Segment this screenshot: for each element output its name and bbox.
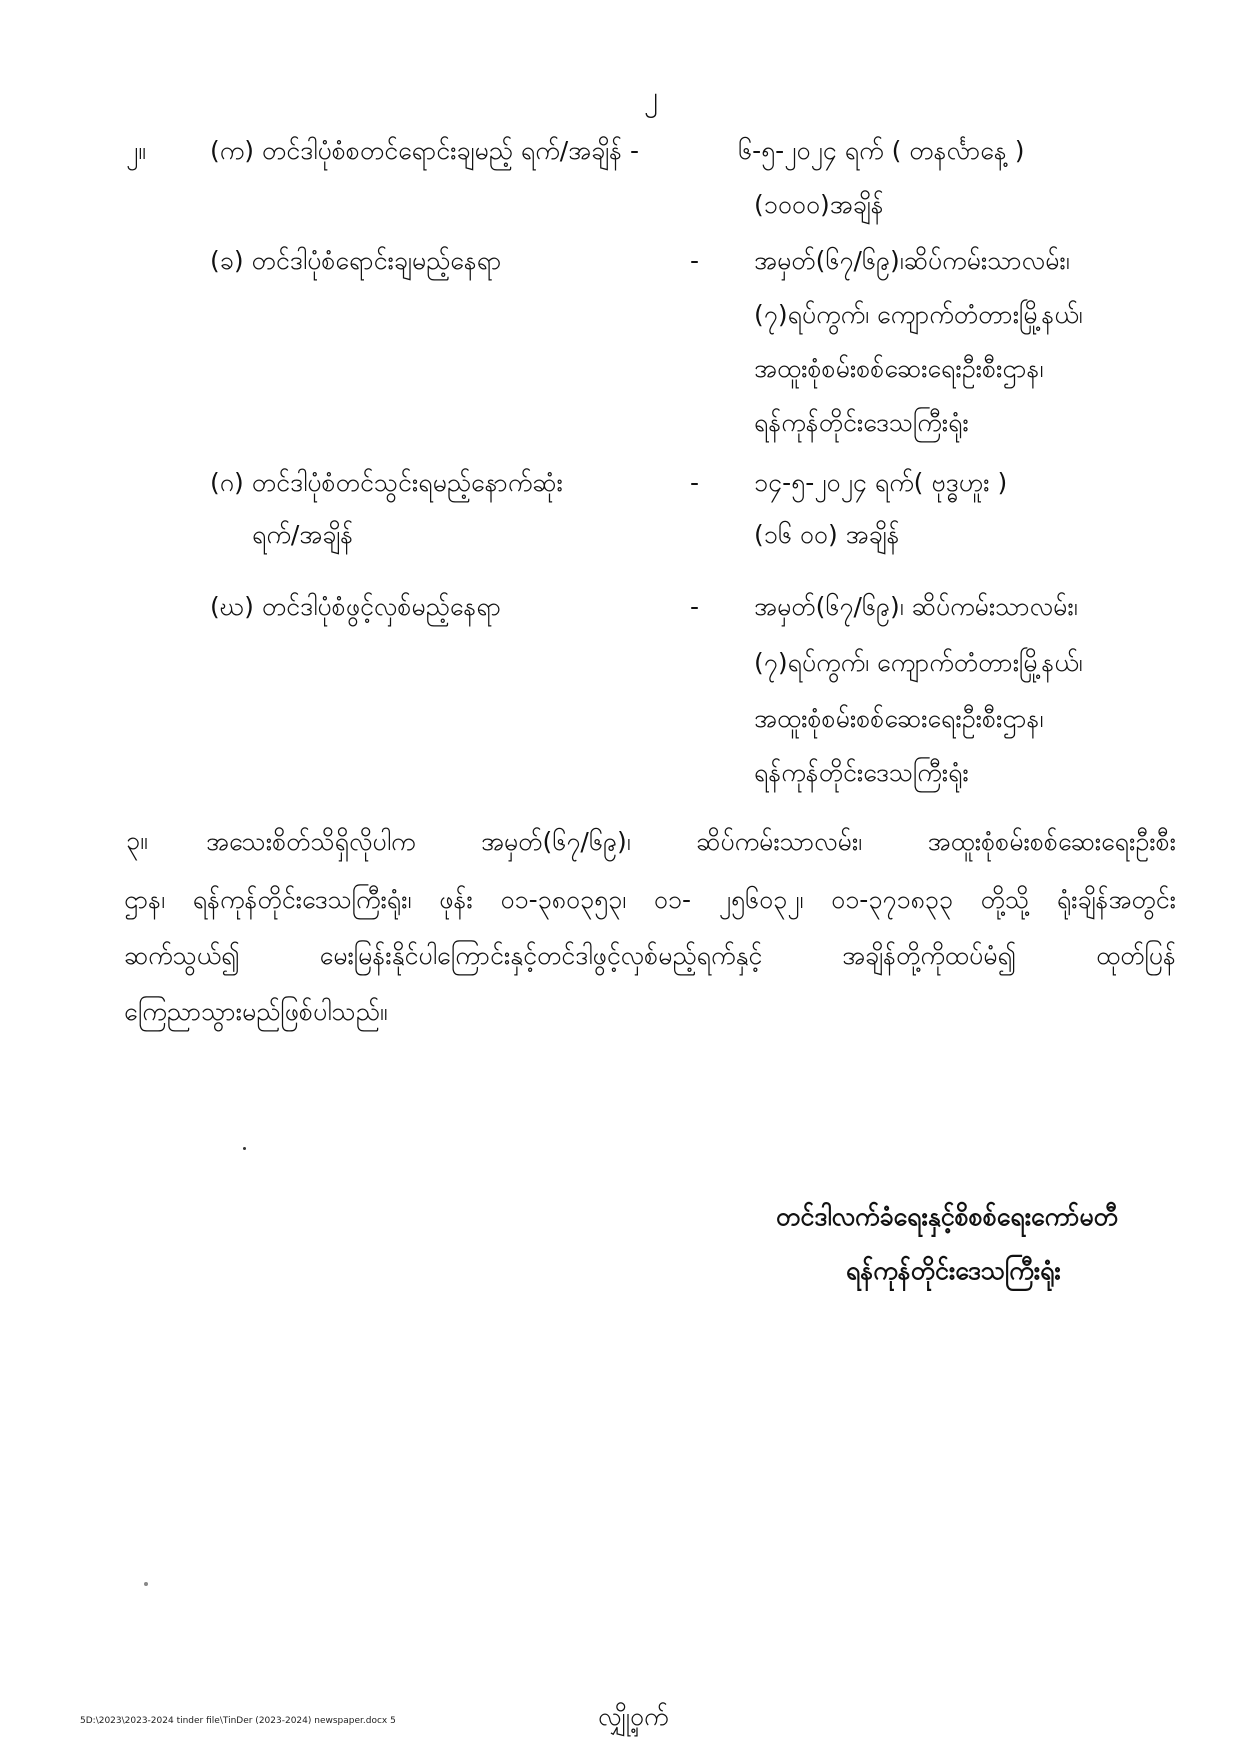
item-kha-value-line-3: အထူးစုံစမ်းစစ်ဆေးရေးဦးစီးဌာန၊ — [754, 354, 1044, 383]
item-kha-label: (ခ) တင်ဒါပုံစံရောင်းချမည့်နေရာ — [210, 246, 502, 275]
section-3-line-3: ဆက်သွယ်၍ မေးမြန်းနိုင်ပါကြောင်းနှင့်တင်ဒါဖွင့်လှစ်မည့်ရက်နှင့် အချိန်တို့ကိုထပ်မံ၍ ထုတ်ပြန် — [124, 941, 1176, 970]
section-3-line-1: အသေးစိတ်သိရှိလိုပါက အမှတ်(၆၇/၆၉)၊ ဆိပ်ကမ်းသာလမ်း၊ အထူးစုံစမ်းစစ်ဆေးရေးဦးစီး — [206, 827, 1176, 856]
item-ka-label: (က) တင်ဒါပုံစံစတင်ရောင်းချမည့် ရက်/အချိန် - — [210, 136, 640, 165]
footer-continued: လျှို့ဝှက် — [598, 1702, 669, 1731]
item-gha-value-line-4: ရန်ကုန်တိုင်းဒေသကြီးရုံး — [754, 758, 969, 787]
section-3-line-2: ဌာန၊ ရန်ကုန်တိုင်းဒေသကြီးရုံး၊ ဖုန်း ၀၁-၃၈၀၃၅၃၊ ၀၁- ၂၅၆၀၃၂၊ ၀၁-၃၇၁၈၃၃ တို့သို့ ရုံးချိန်အတွင်း — [124, 885, 1176, 914]
item-gha-value-line-3: အထူးစုံစမ်းစစ်ဆေးရေးဦးစီးဌာန၊ — [754, 704, 1044, 733]
signature-committee: တင်ဒါလက်ခံရေးနှင့်စိစစ်ရေးကော်မတီ — [776, 1202, 1118, 1231]
section-3-line-4: ကြေညာသွားမည်ဖြစ်ပါသည်။ — [124, 997, 388, 1026]
scan-speck — [243, 1147, 246, 1150]
scan-speck — [144, 1582, 148, 1586]
item-ga-value-line-1: ၁၄-၅-၂၀၂၄ ရက်( ဗုဒ္ဓဟူး ) — [754, 468, 1008, 497]
item-gha-dash: - — [690, 592, 700, 621]
item-kha-value-line-1: အမှတ်(၆၇/၆၉)၊ဆိပ်ကမ်းသာလမ်း၊ — [754, 246, 1070, 275]
item-kha-value-line-2: (၇)ရပ်ကွက်၊ ကျောက်တံတားမြို့နယ်၊ — [754, 300, 1083, 329]
item-ka-value-line-1: ၆-၅-၂၀၂၄ ရက် ( တနင်္လာနေ့ ) — [738, 136, 1025, 165]
section-2-number: ၂။ — [126, 136, 146, 165]
section-3-number: ၃။ — [126, 826, 148, 855]
item-gha-label: (ဃ) တင်ဒါပုံစံဖွင့်လှစ်မည့်နေရာ — [210, 592, 501, 621]
footer-file-path: 5D:\2023\2023-2024 tinder file\TinDer (2023-2024) newspaper.docx 5 — [80, 1716, 396, 1726]
item-ga-label-line-2: ရက်/အချိန် — [252, 520, 354, 549]
signature-office: ရန်ကုန်တိုင်းဒေသကြီးရုံး — [846, 1256, 1061, 1285]
item-gha-value-line-2: (၇)ရပ်ကွက်၊ ကျောက်တံတားမြို့နယ်၊ — [754, 648, 1083, 677]
item-kha-value-line-4: ရန်ကုန်တိုင်းဒေသကြီးရုံး — [754, 408, 969, 437]
item-ga-dash: - — [690, 468, 700, 497]
item-ka-value-line-2: (၁၀၀၀)အချိန် — [754, 190, 884, 219]
page-number: ၂ — [644, 80, 658, 113]
item-gha-value-line-1: အမှတ်(၆၇/၆၉)၊ ဆိပ်ကမ်းသာလမ်း၊ — [754, 592, 1078, 621]
item-ga-value-line-2: (၁၆ ၀၀) အချိန် — [754, 520, 900, 549]
item-kha-dash: - — [690, 246, 700, 275]
item-ga-label-line-1: (ဂ) တင်ဒါပုံစံတင်သွင်းရမည့်နောက်ဆုံး — [210, 468, 563, 497]
